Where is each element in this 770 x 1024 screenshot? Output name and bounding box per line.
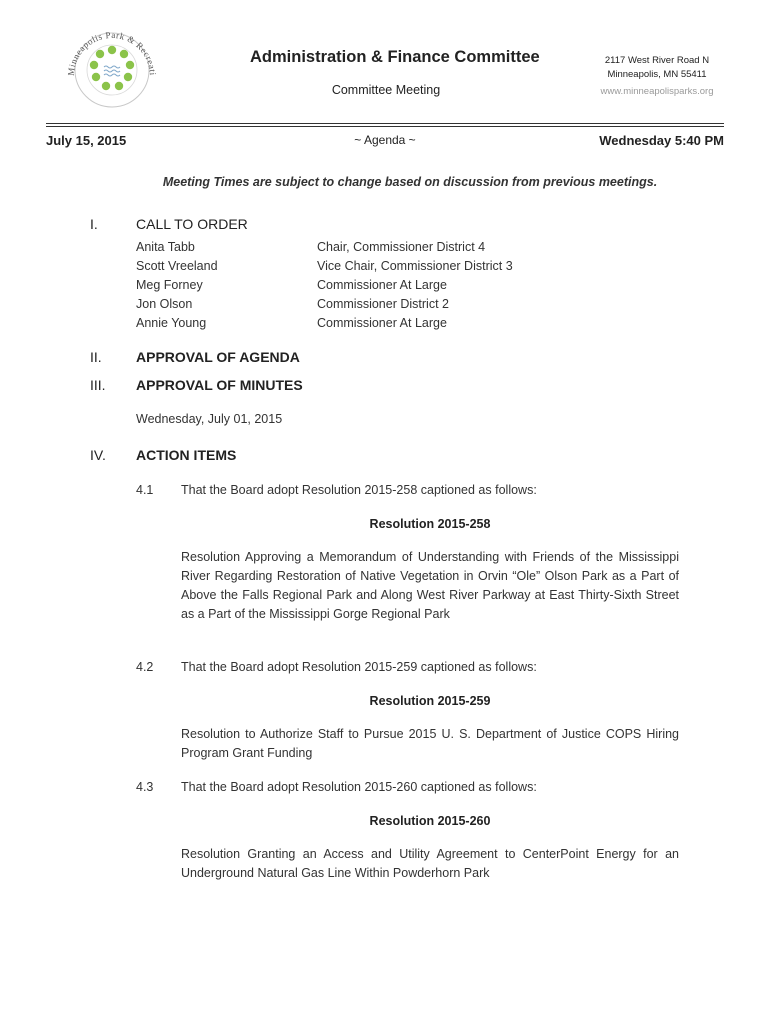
member-role: Commissioner District 2 [317, 297, 449, 311]
member-name: Anita Tabb [136, 240, 195, 254]
resolution-title: Resolution 2015-260 [369, 814, 491, 828]
action-item-number: 4.2 [136, 660, 154, 674]
meeting-date: July 15, 2015 [46, 133, 127, 148]
resolution-body: Resolution to Authorize Staff to Pursue 2015 U. S. Department of Justice COPS Hiring Program Grant Funding [181, 727, 679, 760]
resolution-body: Resolution Approving a Memorandum of Understanding with Friends of the Mississippi River Regarding Restoration of Native Vegetation in Orvin “Ole” Olson Park as a Part of Above the Falls Regional Park and Along West River Parkway at East Thirty-Sixth Street as a Part of the Mississippi Gorge Regional Park [181, 550, 679, 621]
svg-text:Minneapolis Park & Recreation [52, 18, 158, 76]
schedule-note: Meeting Times are subject to change based on discussion from previous meetings. [162, 175, 658, 189]
section-1-number: I. [90, 216, 98, 232]
action-item-number: 4.3 [136, 780, 154, 794]
section-2-number: II. [90, 349, 102, 365]
resolution-body: Resolution Granting an Access and Utility Agreement to CenterPoint Energy for an Underground Natural Gas Line Within Powderhorn Park [181, 847, 679, 880]
section-4-title: ACTION ITEMS [136, 447, 237, 463]
action-item-text: That the Board adopt Resolution 2015-258 captioned as follows: [181, 483, 537, 497]
member-role: Commissioner At Large [317, 316, 447, 330]
resolution-title: Resolution 2015-258 [369, 517, 491, 531]
section-2-title: APPROVAL OF AGENDA [136, 349, 300, 365]
member-name: Scott Vreeland [136, 259, 218, 273]
action-item-text: That the Board adopt Resolution 2015-259 captioned as follows: [181, 660, 537, 674]
address-street: 2117 West River Road N [604, 55, 710, 66]
park-board-logo [52, 18, 162, 108]
resolution-title: Resolution 2015-259 [369, 694, 491, 708]
section-4-number: IV. [90, 447, 106, 463]
address-city: Minneapolis, MN 55411 [607, 69, 707, 80]
logo-text: Minneapolis Park & Recreati [65, 29, 159, 77]
website-link[interactable]: www.minneapolisparks.org [600, 86, 714, 97]
section-3-number: III. [90, 377, 106, 393]
member-role: Vice Chair, Commissioner District 3 [317, 259, 513, 273]
action-item-text: That the Board adopt Resolution 2015-260 captioned as follows: [181, 780, 537, 794]
committee-title: Administration & Finance Committee [250, 48, 540, 66]
member-role: Commissioner At Large [317, 278, 447, 292]
meeting-type: Committee Meeting [331, 83, 441, 97]
action-item-number: 4.1 [136, 483, 154, 497]
header-divider [46, 123, 724, 127]
member-role: Chair, Commissioner District 4 [317, 240, 486, 254]
section-1-title: CALL TO ORDER [136, 216, 248, 232]
meeting-time: Wednesday 5:40 PM [599, 133, 724, 148]
minutes-date: Wednesday, July 01, 2015 [136, 412, 283, 426]
member-name: Annie Young [136, 316, 207, 330]
member-name: Jon Olson [136, 297, 193, 311]
member-name: Meg Forney [136, 278, 203, 292]
section-3-title: APPROVAL OF MINUTES [136, 377, 303, 393]
agenda-label: ~ Agenda ~ [354, 133, 416, 147]
